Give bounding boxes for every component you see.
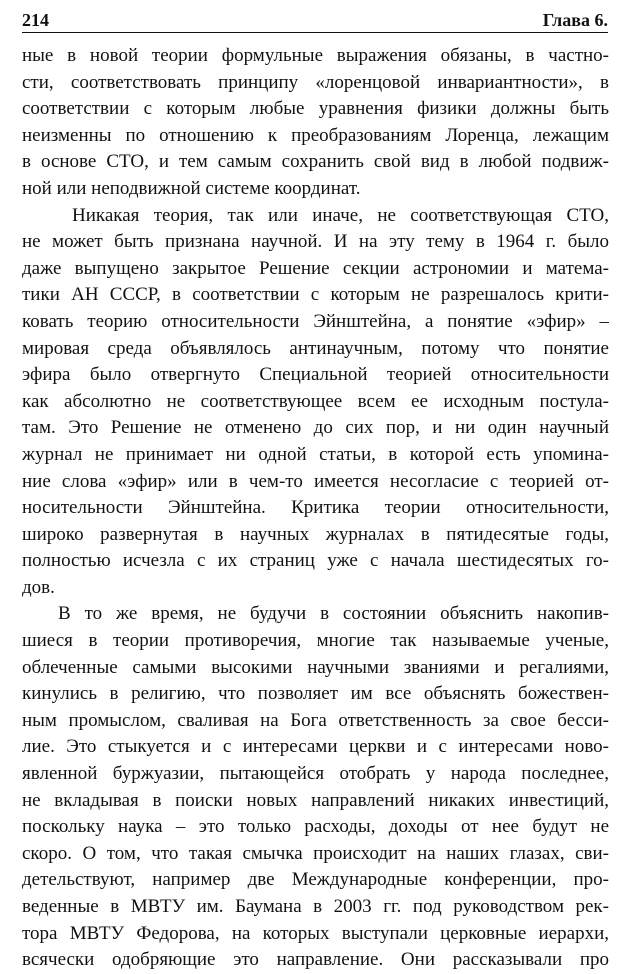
text-line: явленной буржуазии, пытающейся отобрать у народа последнее,: [22, 763, 609, 785]
text-line: даже выпущено закрытое Решение секции астрономии и матема-: [22, 257, 609, 279]
text-line: эфира было отвергнуто Специальной теорией относительности: [22, 364, 609, 386]
text-line: неизменны по отношению к преобразованиям Лоренца, лежащим: [22, 124, 609, 146]
text-line: облеченные самыми высокими научными званиями и регалиями,: [22, 656, 609, 678]
text-line: там. Это Решение не отменено до сих пор, и ни один научный: [22, 417, 609, 439]
text-line: мировая среда объявлялось антинаучным, потому что понятие: [22, 337, 609, 359]
text-line: как абсолютно не соответствующее всем ее исходным постула-: [22, 390, 609, 412]
text-line: ние слова «эфир» или в чем-то имеется несогласие с теорией от-: [22, 470, 609, 492]
text-line: лие. Это стыкуется и с интересами церкви и с интересами ново-: [22, 736, 609, 758]
text-line: ной или неподвижной системе координат.: [22, 177, 361, 199]
text-line: журнал не принимает ни одной статьи, в которой есть упомина-: [22, 443, 609, 465]
text-line: дов.: [22, 576, 55, 598]
text-line: широко развернутая в научных журналах в пятидесятые годы,: [22, 523, 609, 545]
body-text: [22, 43, 609, 974]
chapter-title: Глава 6.: [542, 10, 608, 30]
text-line: носительности Эйнштейна. Критика теории относительности,: [22, 497, 609, 519]
text-line: поскольку наука – это только расходы, доходы от нее будут не: [22, 816, 609, 838]
page-number: 214: [22, 10, 49, 30]
text-line: скоро. О том, что такая смычка происходит на наших глазах, сви-: [22, 842, 609, 864]
text-line: Никакая теория, так или иначе, не соответствующая СТО,: [72, 204, 609, 226]
text-line: ные в новой теории формульные выражения обязаны, в частно-: [22, 45, 609, 66]
text-line: в основе СТО, и тем самым сохранить свой вид в любой подвиж-: [22, 151, 609, 173]
text-line: детельствуют, например две Международные конференции, про-: [22, 869, 609, 891]
text-line: тора МВТУ Федорова, на которых выступали церковные иерархи,: [22, 922, 609, 944]
text-line: кинулись в религию, что позволяет им все объяснять божествен-: [22, 683, 609, 705]
text-line: соответствии с которым любые уравнения физики должны быть: [22, 98, 609, 120]
text-line: всячески одобряющие это направление. Они рассказывали про: [22, 949, 609, 971]
running-header: [22, 8, 608, 33]
text-line: полностью исчезла с их страниц уже с начала шестидесятых го-: [22, 550, 609, 572]
text-line: шиеся в теории противоречия, многие так называемые ученые,: [22, 630, 609, 652]
text-line: ным промыслом, сваливая на Бога ответственность за свое бесси-: [22, 709, 609, 731]
text-line: сти, соответствовать принципу «лоренцовой инвариантности», в: [22, 71, 609, 93]
text-line: ковать теорию относительности Эйнштейна, а понятие «эфир» –: [22, 310, 609, 332]
text-line: не вкладывая в поиски новых направлений никаких инвестиций,: [22, 789, 609, 811]
text-line: веденные в МВТУ им. Баумана в 2003 гг. под руководством рек-: [22, 896, 609, 917]
text-line: В то же время, не будучи в состоянии объяснить накопив-: [58, 603, 609, 625]
text-line: не может быть признана научной. И на эту тему в 1964 г. было: [22, 231, 609, 253]
text-line: тики АН СССР, в соответствии с которым не разрешалось крити-: [22, 284, 609, 306]
